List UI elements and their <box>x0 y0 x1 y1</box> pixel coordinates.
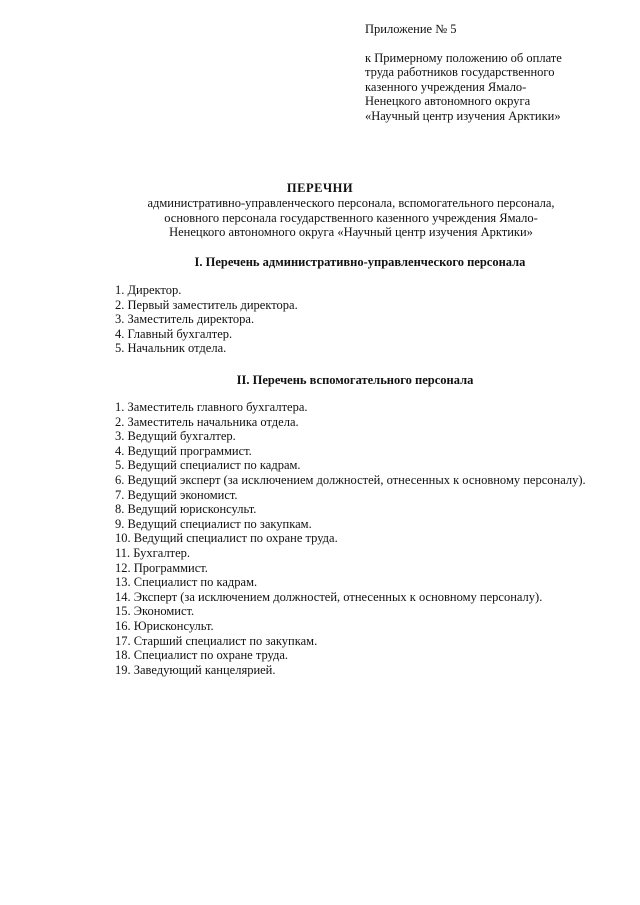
list-item: 19. Заведующий канцелярией. <box>115 662 276 677</box>
subtitle-line: административно-управленческого персонала, вспомогательного персонала, <box>147 196 555 210</box>
appendix-line: «Научный центр изучения Арктики» <box>365 108 561 123</box>
list-item: 11. Бухгалтер. <box>115 545 191 560</box>
section-1-list <box>96 283 602 356</box>
subtitle-line: основного персонала государственного казенного учреждения Ямало- <box>164 210 538 225</box>
appendix-line: казенного учреждения Ямало- <box>365 79 527 94</box>
appendix-line: Ненецкого автономного округа <box>365 94 531 109</box>
appendix-block <box>365 22 615 124</box>
list-item: 5. Ведущий специалист по кадрам. <box>115 458 301 473</box>
list-item: 1. Директор. <box>115 283 182 297</box>
document-subtitle <box>96 196 606 240</box>
list-item: 14. Эксперт (за исключением должностей, отнесенных к основному персоналу). <box>115 589 543 604</box>
list-item: 5. Начальник отдела. <box>115 341 227 356</box>
list-item: 9. Ведущий специалист по закупкам. <box>115 516 312 531</box>
appendix-line: к Примерному положению об оплате <box>365 50 562 65</box>
list-item: 2. Заместитель начальника отдела. <box>115 414 299 429</box>
list-item: 8. Ведущий юрисконсульт. <box>115 502 257 517</box>
list-item: 18. Специалист по охране труда. <box>115 648 289 663</box>
section-1-heading: I. Перечень административно-управленческого персонала <box>194 255 526 269</box>
list-item: 6. Ведущий эксперт (за исключением должностей, отнесенных к основному персоналу). <box>115 472 586 487</box>
list-item: 12. Программист. <box>115 560 208 575</box>
section-2-list <box>96 400 602 677</box>
appendix-line: труда работников государственного <box>365 65 555 80</box>
list-item: 2. Первый заместитель директора. <box>115 297 298 312</box>
subtitle-line: Ненецкого автономного округа «Научный центр изучения Арктики» <box>169 225 533 240</box>
list-item: 10. Ведущий специалист по охране труда. <box>115 531 338 546</box>
list-item: 1. Заместитель главного бухгалтера. <box>115 400 308 414</box>
list-item: 13. Специалист по кадрам. <box>115 575 258 590</box>
list-item: 4. Главный бухгалтер. <box>115 326 233 341</box>
appendix-title: Приложение № 5 <box>365 22 457 36</box>
list-item: 15. Экономист. <box>115 604 195 619</box>
list-item: 16. Юрисконсульт. <box>115 618 214 633</box>
list-item: 17. Старший специалист по закупкам. <box>115 633 318 648</box>
section-2-heading: II. Перечень вспомогательного персонала <box>236 373 474 387</box>
list-item: 3. Заместитель директора. <box>115 312 255 327</box>
list-item: 3. Ведущий бухгалтер. <box>115 429 236 444</box>
list-item: 4. Ведущий программист. <box>115 443 252 458</box>
document-title: ПЕРЕЧНИ <box>286 181 354 195</box>
list-item: 7. Ведущий экономист. <box>115 487 238 502</box>
